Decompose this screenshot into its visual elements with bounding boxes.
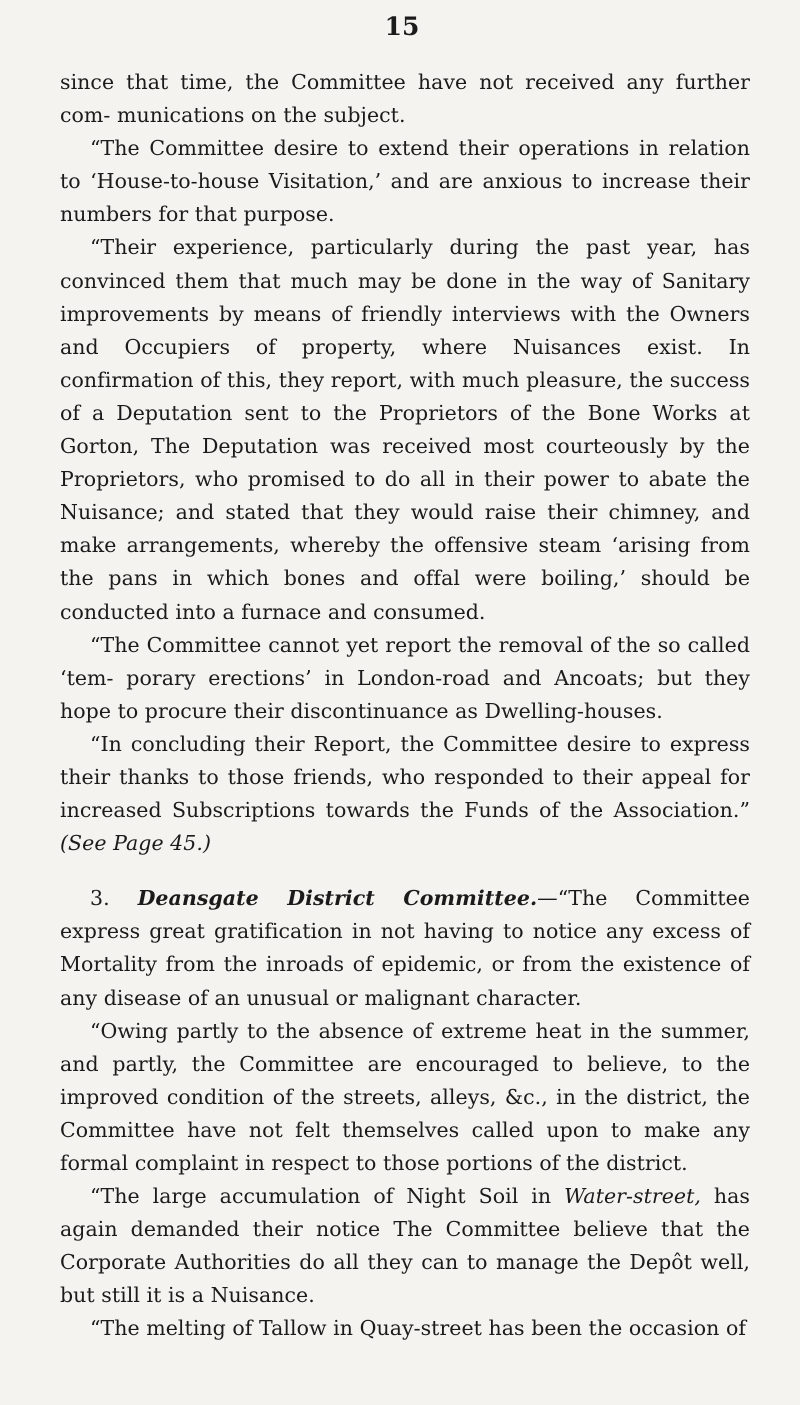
night-soil-after: has again demanded their notice The Committee believe that the Corporate Authorities do all they can to manage the Depôt well, but still it is a Nuisance.: [60, 1184, 750, 1308]
page-reference: (See Page 45.): [60, 831, 211, 856]
section-number: 3.: [90, 886, 110, 911]
paragraph-tallow: “The melting of Tallow in Quay-street has been the occasion of: [90, 1316, 746, 1341]
deansgate-text: —“The Committee express great gratification in not having to notice any excess of Mortality from the inroads of epidemic, or from the existence of any disease of an unusual or malignant character.: [60, 886, 750, 1010]
paragraph-temporary-erections: “The Committee cannot yet report the removal of the so called ‘tem- porary erections’ in London-road and Ancoats; but they hope to procure their discontinuance as Dwelling-houses.: [60, 632, 750, 723]
paragraph-concluding-report: [60, 728, 750, 860]
paragraph-continuation: since that time, the Committee have not received any further com- munications on the subject.: [60, 70, 750, 128]
paragraph-owing-partly: “Owing partly to the absence of extreme heat in the summer, and partly, the Committee are encouraged to believe, to the improved condition of the streets, alleys, &c., in the district, the Committee have not felt themselves called upon to make any formal complaint in respect to those portions of the district.: [60, 1018, 750, 1175]
page-number: 15: [384, 12, 420, 41]
body-text: [60, 66, 750, 1346]
street-name: Water-street,: [564, 1184, 701, 1209]
section-title: Deansgate District Committee.: [137, 886, 538, 911]
concluding-report-text: “In concluding their Report, the Committee desire to express their thanks to those friends, who responded to their appeal for increased Subscriptions towards the Funds of the Association.”: [60, 731, 750, 823]
paragraph-house-visitation: “The Committee desire to extend their operations in relation to ‘House-to-house Visitation,’ and are anxious to increase their numbers for that purpose.: [60, 136, 750, 227]
paragraph-night-soil: [60, 1180, 750, 1312]
paragraph-experience: “Their experience, particularly during the past year, has convinced them that much may be done in the way of Sanitary improvements by means of friendly interviews with the Owners and Occupiers of property, where Nuisances exist. In confirmation of this, they report, with much pleasure, the success of a Deputation sent to the Proprietors of the Bone Works at Gorton, The Deputation was received most courteously by the Proprietors, who promised to do all in their power to abate the Nuisance; and stated that they would raise their chimney, and make arrangements, whereby the offensive steam ‘arising from the pans in which bones and offal were boiling,’ should be conducted into a furnace and consumed.: [60, 235, 750, 624]
paragraph-deansgate: [60, 882, 750, 1014]
night-soil-before: “The large accumulation of Night Soil in: [90, 1184, 565, 1209]
